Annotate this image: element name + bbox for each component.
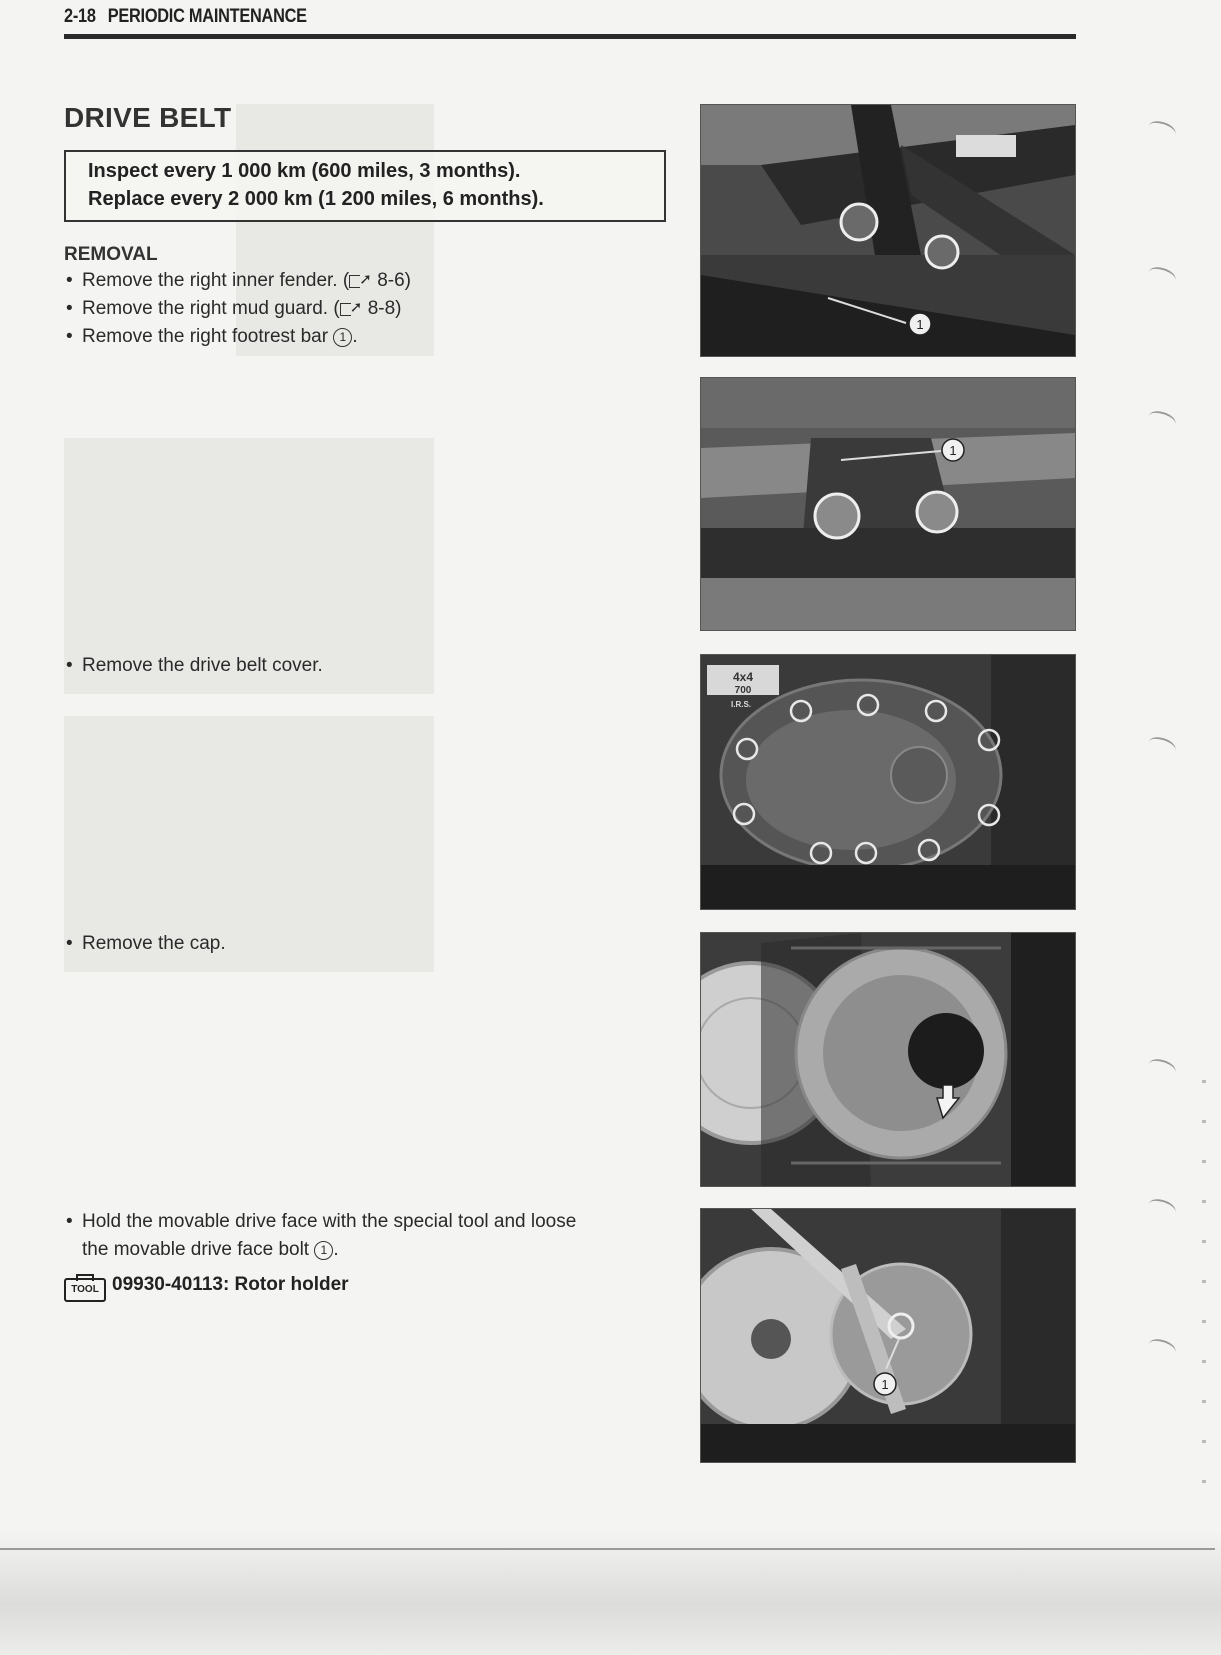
callout-number: 1	[333, 328, 352, 347]
margin-mark	[1146, 1196, 1178, 1220]
photo-mud-guard	[700, 377, 1076, 631]
page-reference-icon: ➚	[349, 273, 375, 287]
interval-notice-box	[64, 150, 666, 222]
step-text: Remove the right inner fender. (	[82, 270, 350, 291]
step-text-tail: )	[395, 298, 402, 319]
photo-drive-belt-cover	[700, 654, 1076, 910]
removal-heading: REMOVAL	[64, 244, 158, 265]
photo-callout: 1	[881, 1377, 889, 1392]
section-title: DRIVE BELT	[64, 102, 232, 133]
bullet-dot: •	[66, 326, 73, 347]
bullet-dot: •	[66, 270, 73, 291]
photo-footrest-bar	[700, 104, 1076, 357]
chapter-title: PERIODIC MAINTENANCE	[107, 6, 307, 27]
margin-mark	[1146, 264, 1178, 288]
special-tool-line	[64, 1274, 349, 1302]
badge-4x4: 4x4	[732, 670, 754, 684]
page-reference-icon: ➚	[340, 301, 366, 315]
step-text: Remove the right footrest bar	[82, 326, 334, 347]
callout-number: 1	[314, 1241, 333, 1260]
step-text: Remove the drive belt cover.	[82, 655, 323, 676]
photo-rotor-holder	[700, 1208, 1076, 1463]
step-text-tail: )	[404, 270, 411, 291]
step-text: Remove the cap.	[82, 933, 226, 954]
margin-mark	[1146, 734, 1178, 758]
margin-mark	[1146, 1336, 1178, 1360]
removal-step	[66, 933, 226, 955]
badge-irs: I.R.S.	[731, 700, 752, 709]
tool-icon: TOOL	[64, 1278, 106, 1302]
page-reference[interactable]: 8-6	[377, 270, 405, 291]
removal-step	[66, 1211, 576, 1233]
running-header	[64, 6, 307, 28]
margin-mark	[1146, 1056, 1178, 1080]
bullet-dot: •	[66, 655, 73, 676]
removal-step	[66, 298, 401, 320]
photo-callout: 1	[916, 317, 924, 332]
step-text-tail: .	[333, 1239, 339, 1260]
inspect-interval: Inspect every 1 000 km (600 miles, 3 months).	[88, 160, 521, 182]
margin-mark	[1146, 408, 1178, 432]
photo-callout: 1	[949, 443, 957, 458]
badge-700: 700	[734, 685, 752, 696]
step-text: the movable drive face bolt	[82, 1239, 315, 1260]
removal-step	[66, 655, 323, 677]
page-number: 2-18	[64, 6, 96, 27]
bullet-dot: •	[66, 298, 73, 319]
page-reference[interactable]: 8-8	[367, 298, 396, 319]
removal-step-continued	[82, 1239, 339, 1261]
page-edge-marks	[1202, 1080, 1206, 1520]
removal-step	[66, 270, 411, 292]
removal-step	[66, 326, 358, 348]
step-text-tail: .	[352, 326, 358, 347]
bullet-dot: •	[66, 933, 73, 954]
replace-interval: Replace every 2 000 km (1 200 miles, 6 months).	[88, 188, 544, 210]
special-tool-name: 09930-40113: Rotor holder	[112, 1274, 349, 1295]
step-text: Hold the movable drive face with the special tool and loose	[82, 1211, 577, 1232]
header-rule	[64, 34, 1076, 39]
margin-mark	[1146, 118, 1178, 142]
step-text: Remove the right mud guard. (	[82, 298, 340, 319]
photo-cap	[700, 932, 1076, 1187]
page-bottom-edge	[0, 1548, 1215, 1550]
bullet-dot: •	[66, 1211, 73, 1232]
